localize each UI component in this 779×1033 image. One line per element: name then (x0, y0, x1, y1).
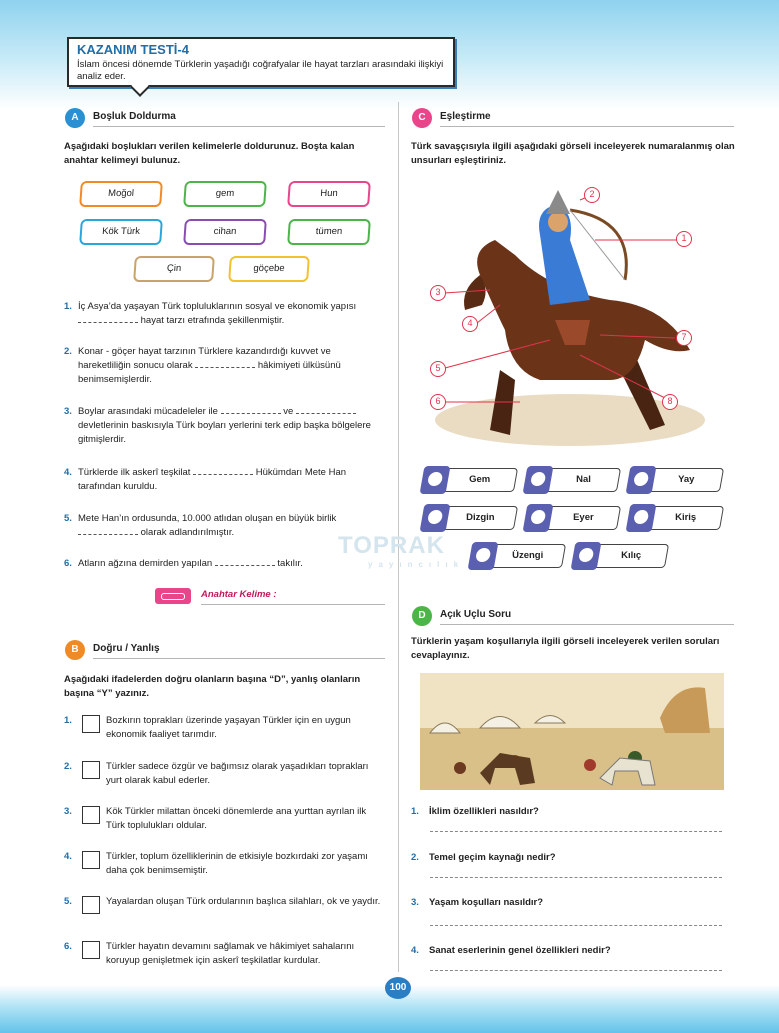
answer-key-bar (155, 586, 385, 606)
blank-line[interactable] (78, 526, 138, 535)
section-c-heading (412, 108, 734, 128)
circle-icon (523, 466, 554, 494)
question-number: 4. (411, 945, 419, 956)
label-number: 2 (584, 187, 600, 203)
section-b-rule (93, 658, 385, 659)
question-text: Konar - göçer hayat tarzının Türklere kazandırdığı kuvvet ve hareketliliğin sonucu olarak (78, 346, 331, 371)
section-a-intro: Aşağıdaki boşlukları verilen kelimelerle doldurunuz. Boşta kalan anahtar kelimeyi bulunuz. (64, 141, 355, 166)
open-question (411, 805, 731, 819)
word-chip[interactable]: göçebe (228, 256, 310, 282)
fill-question (64, 300, 386, 328)
question-number: 6. (64, 558, 72, 569)
question-text: Temel geçim kaynağı nedir? (429, 852, 556, 863)
section-c-rule (440, 126, 734, 127)
true-false-item (64, 940, 386, 968)
statement-text: Türkler, toplum özelliklerinin de etkisiyle bozkırdaki zor yaşamı daha çok benimsemiştir. (106, 851, 368, 876)
question-number: 3. (411, 897, 419, 908)
section-d-heading (412, 606, 734, 626)
answer-line[interactable] (430, 831, 722, 832)
person (454, 762, 466, 774)
question-number: 2. (64, 346, 72, 357)
page-number: 100 (385, 977, 411, 999)
section-a-rule (93, 126, 385, 127)
option-label: Üzengi (512, 550, 544, 561)
warrior-helmet (546, 190, 570, 214)
open-question (411, 896, 731, 910)
blank-line[interactable] (78, 314, 138, 323)
section-b-title: Doğru / Yanlış (93, 643, 160, 654)
question-number: 1. (64, 301, 72, 312)
open-question (411, 944, 731, 958)
question-number: 3. (64, 406, 72, 417)
section-b-heading (65, 640, 385, 660)
match-option[interactable] (628, 468, 724, 492)
section-c-title: Eşleştirme (440, 111, 491, 122)
question-text: İklim özellikleri nasıldır? (429, 806, 539, 817)
key-icon (155, 588, 191, 604)
section-d-badge: D (412, 606, 432, 626)
question-text: hayat tarzı etrafında şekillenmiştir. (140, 315, 285, 326)
answer-line[interactable] (430, 970, 722, 971)
question-number: 2. (411, 852, 419, 863)
blank-line[interactable] (195, 359, 255, 368)
circle-icon (626, 504, 657, 532)
question-text: takılır. (277, 558, 303, 569)
question-text: Hükümdarı Mete Han tarafından kuruldu. (78, 467, 347, 492)
question-number: 4. (64, 851, 72, 862)
label-number: 8 (662, 394, 678, 410)
true-false-item (64, 895, 386, 909)
match-option[interactable] (628, 506, 724, 530)
fill-question (64, 345, 386, 387)
section-d-rule (440, 624, 734, 625)
option-label: Nal (575, 474, 591, 485)
blank-line[interactable] (296, 405, 356, 414)
question-text: Sanat eserlerinin genel özellikleri nedir? (429, 945, 611, 956)
circle-icon (468, 542, 499, 570)
question-text: Boylar arasındaki mücadeleler ile (78, 406, 218, 417)
match-option[interactable] (470, 544, 566, 568)
question-text: olarak adlandırılmıştır. (140, 527, 235, 538)
statement-text: Yayalardan oluşan Türk ordularının başlıca silahları, ok ve yaydır. (106, 896, 381, 907)
label-number: 1 (676, 231, 692, 247)
answer-line[interactable] (430, 877, 722, 878)
option-label: Yay (677, 474, 695, 485)
person (584, 759, 596, 771)
blank-line[interactable] (215, 557, 275, 566)
question-text: Türklerde ilk askerî teşkilat (78, 467, 191, 478)
circle-icon (571, 542, 602, 570)
question-text: İç Asya’da yaşayan Türk topluluklarının sosyal ve ekonomik yapısı (78, 301, 357, 312)
question-text: Atların ağzına demirden yapılan (78, 558, 213, 569)
section-a-heading (65, 108, 385, 128)
section-b-badge: B (65, 640, 85, 660)
watermark-brand: TOPRAK (338, 532, 445, 559)
label-number: 4 (462, 316, 478, 332)
label-number: 7 (676, 330, 692, 346)
answer-checkbox[interactable] (82, 896, 100, 914)
section-d-intro: Türklerin yaşam koşullarıyla ilgili görseli inceleyerek verilen soruları cevaplayınız. (411, 636, 720, 661)
pointer-line (477, 305, 500, 323)
word-chip[interactable]: tümen (287, 219, 371, 245)
section-c-intro: Türk savaşçısıyla ilgili aşağıdaki görseli inceleyerek numaralanmış olan unsurları eşleştiriniz. (411, 141, 735, 166)
true-false-item (64, 805, 386, 833)
test-title: KAZANIM TESTİ-4 (77, 42, 189, 57)
answer-key-line[interactable] (201, 604, 385, 605)
open-question (411, 851, 731, 865)
blank-line[interactable] (221, 405, 281, 414)
section-c-badge: C (412, 108, 432, 128)
word-chip[interactable]: cihan (183, 219, 267, 245)
word-chip[interactable]: gem (183, 181, 267, 207)
test-header (67, 37, 455, 87)
question-text: ve (283, 406, 294, 417)
option-label: Dizgin (465, 512, 495, 523)
warrior-face (548, 212, 568, 232)
question-text: devletlerinin baskısıyla Türk boyları yerlerini terk edip başka bölgelere gitmişlerdir. (78, 420, 371, 445)
question-number: 1. (411, 806, 419, 817)
circle-icon (420, 504, 451, 532)
answer-checkbox[interactable] (82, 851, 100, 869)
publisher-watermark (338, 532, 464, 569)
match-option[interactable] (422, 468, 518, 492)
option-label: Kılıç (621, 550, 642, 561)
section-d-title: Açık Uçlu Soru (440, 609, 512, 620)
statement-text: Kök Türkler milattan önceki dönemlerde ana yurttan ayrılan ilk Türk toplulukları oldular. (106, 806, 367, 831)
word-chip[interactable]: Kök Türk (79, 219, 163, 245)
answer-line[interactable] (430, 925, 722, 926)
test-description: İslam öncesi dönemde Türklerin yaşadığı coğrafyalar ile hayat tarzları arasındaki ilişkiyi analiz eder. (77, 59, 444, 82)
statement-text: Bozkırın toprakları üzerinde yaşayan Türkler için en uygun ekonomik faaliyet tarımdır. (106, 715, 351, 740)
section-a-badge: A (65, 108, 85, 128)
question-text: Mete Han’ın ordusunda, 10.000 atlıdan oluşan en büyük birlik (78, 513, 337, 524)
answer-checkbox[interactable] (82, 715, 100, 733)
ground (420, 728, 724, 790)
true-false-item (64, 850, 386, 878)
answer-checkbox[interactable] (82, 941, 100, 959)
question-text: hâkimiyeti ülküsünü benimsemişlerdir. (78, 360, 341, 385)
statement-text: Türkler hayatın devamını sağlamak ve hâkimiyet sahalarını koruyup genişletmek için askerî teşkilatlar kurdular. (106, 941, 355, 966)
question-number: 2. (64, 761, 72, 772)
true-false-item (64, 760, 386, 788)
match-option[interactable] (573, 544, 669, 568)
question-number: 6. (64, 941, 72, 952)
answer-key-label: Anahtar Kelime : (201, 589, 277, 600)
question-number: 1. (64, 715, 72, 726)
match-option[interactable] (422, 506, 518, 530)
word-chip[interactable]: Hun (287, 181, 371, 207)
circle-icon (523, 504, 554, 532)
question-number: 3. (64, 806, 72, 817)
true-false-item (64, 714, 386, 742)
statement-text: Türkler sadece özgür ve bağımsız olarak yaşadıkları toprakları yurt olarak kabul ederler. (106, 761, 369, 786)
fill-question (64, 405, 386, 447)
option-label: Gem (469, 474, 491, 485)
circle-icon (626, 466, 657, 494)
steppe-life-illustration (420, 673, 724, 790)
question-number: 5. (64, 513, 72, 524)
answer-checkbox[interactable] (82, 761, 100, 779)
fill-question (64, 466, 386, 494)
option-label: Kiriş (675, 512, 697, 523)
label-number: 5 (430, 361, 446, 377)
horse-body (477, 240, 690, 380)
match-option[interactable] (525, 468, 621, 492)
answer-checkbox[interactable] (82, 806, 100, 824)
section-b-intro: Aşağıdaki ifadelerden doğru olanların başına “D”, yanlış olanların başına “Y” yazınız. (64, 674, 361, 699)
match-option[interactable] (525, 506, 621, 530)
option-label: Eyer (572, 512, 594, 523)
label-number: 6 (430, 394, 446, 410)
word-chip[interactable]: Moğol (79, 181, 163, 207)
blank-line[interactable] (193, 466, 253, 475)
section-a-title: Boşluk Doldurma (93, 111, 176, 122)
question-number: 4. (64, 467, 72, 478)
question-text: Yaşam koşulları nasıldır? (429, 897, 544, 908)
label-number: 3 (430, 285, 446, 301)
circle-icon (420, 466, 451, 494)
question-number: 5. (64, 896, 72, 907)
horse-head (464, 275, 486, 310)
watermark-sub: yayıncılık (368, 560, 465, 569)
word-chip[interactable]: Çin (133, 256, 215, 282)
